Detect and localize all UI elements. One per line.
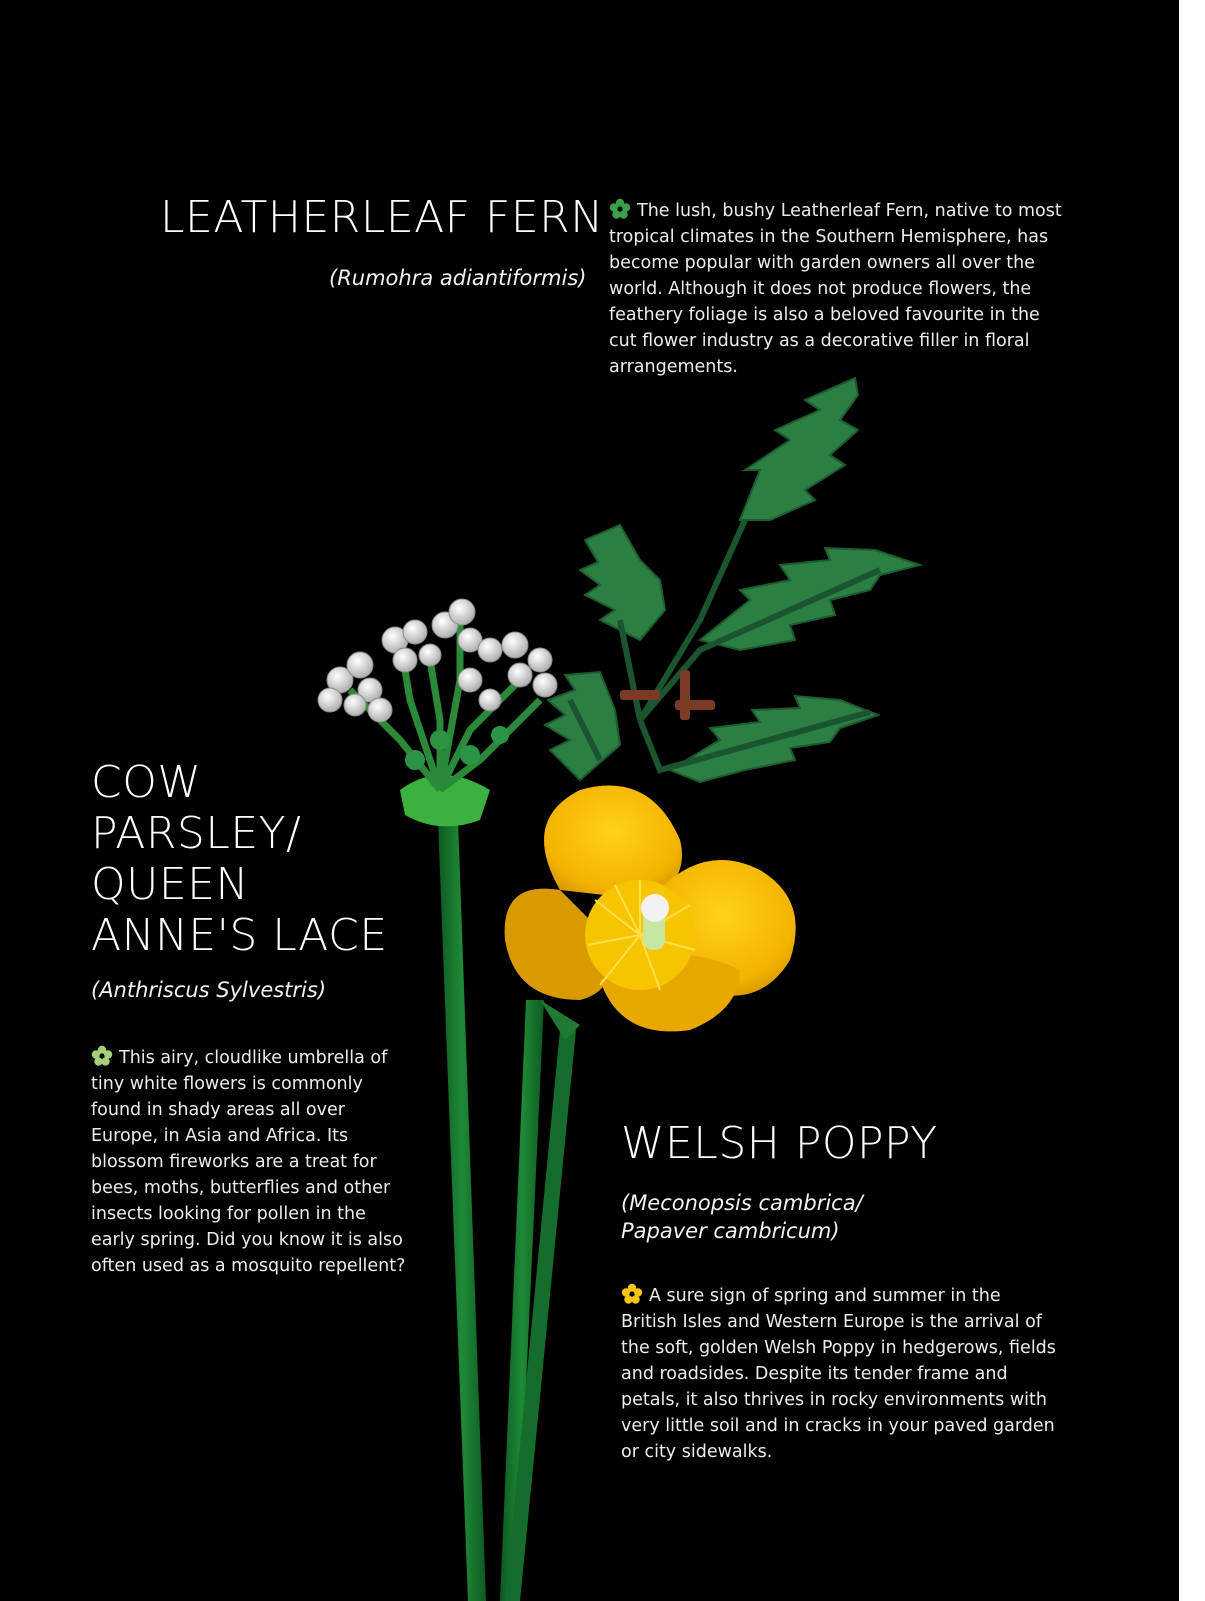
poppy-latin-line: (Meconopsis cambrica/ bbox=[621, 1191, 863, 1215]
parsley-stem bbox=[438, 820, 486, 1601]
parsley-description bbox=[91, 1045, 411, 1279]
welsh-poppy-flower bbox=[505, 786, 796, 1040]
poppy-latin-name bbox=[621, 1189, 863, 1246]
fern-description-text: The lush, bushy Leatherleaf Fern, native to most tropical climates in the Southern Hemisphere, has become popular with garden owners all over the world. Although it does not produce flowers, the feathery foliage is also a beloved favourite in the cut flower industry as a decorative filler in floral arrangements. bbox=[609, 201, 1062, 377]
fern-latin-name: (Rumohra adiantiformis) bbox=[329, 266, 587, 290]
parsley-title-line: ANNE'S LACE bbox=[91, 910, 388, 961]
fern-title: LEATHERLEAF FERN bbox=[160, 192, 604, 243]
flower-bullet-icon bbox=[91, 1045, 113, 1067]
parsley-title-line: COW bbox=[91, 757, 202, 808]
fern-description bbox=[609, 198, 1069, 380]
flower-bullet-icon bbox=[609, 198, 631, 220]
poppy-description bbox=[621, 1283, 1061, 1465]
parsley-title bbox=[91, 757, 388, 961]
parsley-description-text: This airy, cloudlike umbrella of tiny white flowers is commonly found in shady areas all over Europe, in Asia and Africa. Its blossom fireworks are a treat for bees, moths, butterflies and other insects looking for pollen in the early spring. Did you know it is also often used as a mosquito repellent? bbox=[91, 1048, 406, 1276]
parsley-latin-name: (Anthriscus Sylvestris) bbox=[91, 978, 327, 1002]
parsley-title-line: PARSLEY/ bbox=[91, 808, 302, 859]
poppy-title: WELSH POPPY bbox=[621, 1118, 938, 1169]
poppy-latin-line: Papaver cambricum) bbox=[621, 1219, 840, 1244]
flower-bullet-icon bbox=[621, 1283, 643, 1305]
poppy-description-text: A sure sign of spring and summer in the British Isles and Western Europe is the arrival of the soft, golden Welsh Poppy in hedgerows, fields and roadsides. Despite its tender frame and petals, it also thrives in rocky environments with very little soil and in cracks in your paved garden or city sidewalks. bbox=[621, 1286, 1056, 1462]
parsley-title-line: QUEEN bbox=[91, 859, 249, 910]
